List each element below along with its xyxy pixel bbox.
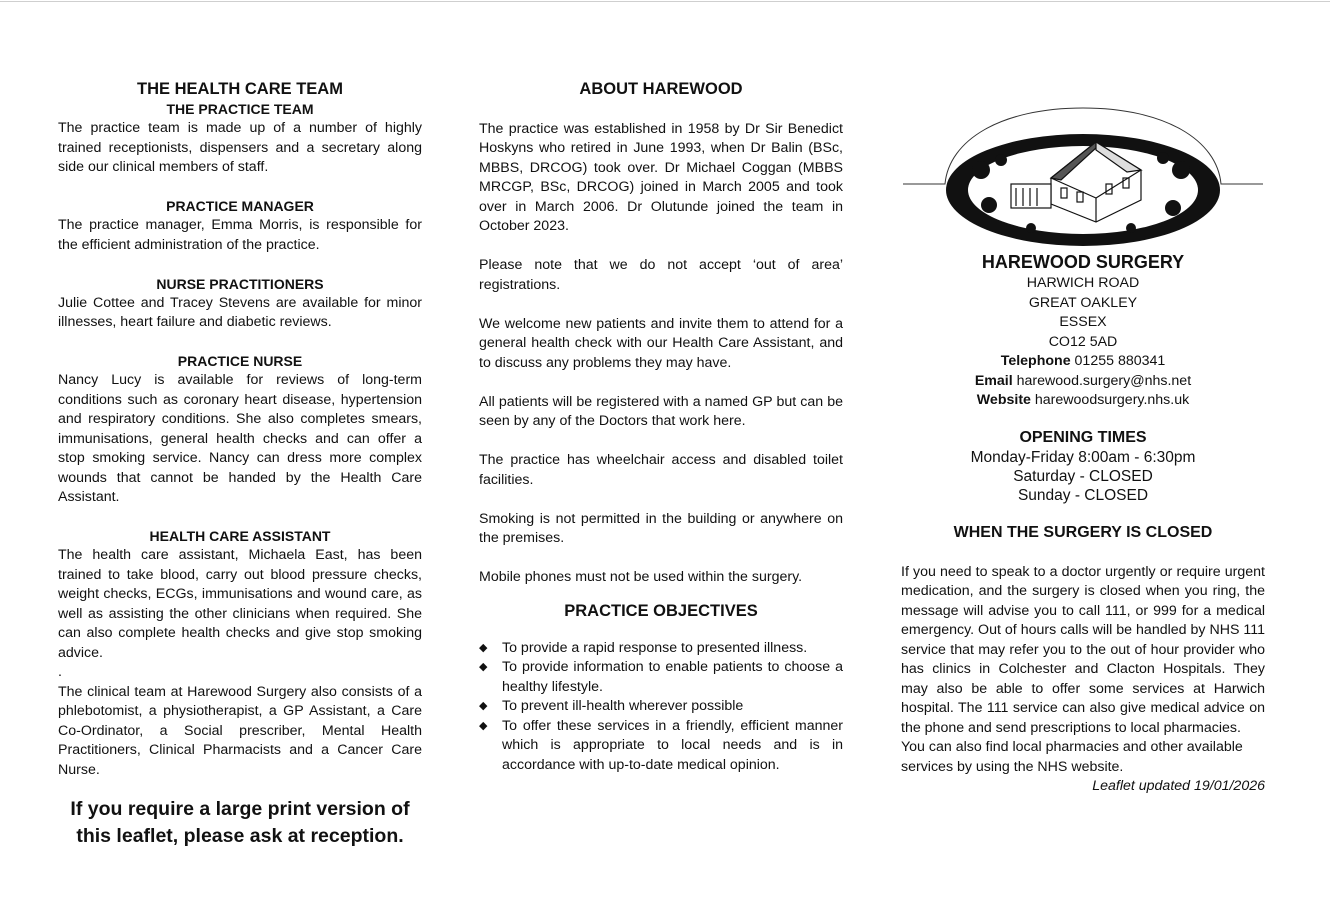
address-line: GREAT OAKLEY xyxy=(1028,294,1138,311)
opening-times-line: Monday-Friday 8:00am - 6:30pm xyxy=(970,448,1196,466)
surgery-name: HAREWOOD SURGERY xyxy=(981,252,1185,272)
separator-dot: . xyxy=(58,664,62,680)
about-harewood-title: ABOUT HAREWOOD xyxy=(579,80,743,98)
section-body: The practice team is made up of a number of highly trained receptionists, dispensers and a secretary along side our clinical members of staff. xyxy=(58,120,422,175)
about-paragraph: We welcome new patients and invite them to attend for a general health check with our Health Care Assistant, and to discuss any problems they may have. xyxy=(479,315,843,371)
section-body: The health care assistant, Michaela East, has been trained to take blood, carry out blood pressure checks, weight checks, ECGs, immunisations and wound care, as well as assisting the other clinicians when required. She can also complete health checks and give stop smoking advice. xyxy=(58,547,422,661)
section-heading: HEALTH CARE ASSISTANT xyxy=(149,528,331,544)
email-line: Email harewood.surgery@nhs.net xyxy=(974,372,1192,389)
objective-item: ◆ To provide information to enable patients to choose a healthy lifestyle. xyxy=(479,659,843,695)
section-heading: PRACTICE MANAGER xyxy=(166,198,314,214)
about-harewood-column xyxy=(479,78,843,775)
leaflet-updated-date: Leaflet updated 19/01/2026 xyxy=(1092,778,1265,794)
contact-column xyxy=(901,100,1265,797)
section-body: The practice manager, Emma Morris, is responsible for the efficient administration of the practice. xyxy=(58,217,422,253)
diamond-bullet-icon: ◆ xyxy=(479,661,488,673)
diamond-bullet-icon: ◆ xyxy=(479,700,488,712)
opening-times-line: Sunday - CLOSED xyxy=(1017,486,1149,504)
health-care-team-column xyxy=(58,78,422,850)
about-paragraph: Please note that we do not accept ‘out of area’ registrations. xyxy=(479,257,843,293)
section-heading: PRACTICE NURSE xyxy=(177,353,303,369)
website-line: Website harewoodsurgery.nhs.uk xyxy=(976,392,1190,408)
objectives-list xyxy=(479,639,843,776)
address-line: CO12 5AD xyxy=(1048,333,1118,350)
practice-objectives-title: PRACTICE OBJECTIVES xyxy=(564,601,758,620)
website-address: harewoodsurgery.nhs.uk xyxy=(1034,392,1190,408)
telephone-line: Telephone 01255 880341 xyxy=(1000,353,1166,369)
objective-item: ◆ To offer these services in a friendly, efficient manner which is appropriate to local needs and is in accordance with up-to-date medical opinion. xyxy=(479,717,843,773)
health-care-team-title: THE HEALTH CARE TEAM xyxy=(137,80,343,98)
section-heading: THE PRACTICE TEAM xyxy=(166,101,314,117)
clinical-team-text: The clinical team at Harewood Surgery also consists of a phlebotomist, a physiotherapist, a GP Assistant, a Care Co-Ordinator, a Social prescriber, Mental Health Practitioners, Clinical Pharmacists and a Cancer Care Nurse. xyxy=(58,683,422,778)
diamond-bullet-icon: ◆ xyxy=(479,719,488,732)
when-closed-body: If you need to speak to a doctor urgently or require urgent medication, and the surgery is closed when you ring, the message will advise you to call 111, or 999 for a medical emergency. Out of hours calls will be handled by NHS 111 service that may refer you to the out of hour provider who has clinics in Colchester and Clacton Hospitals. They may also be able to offer some services at Harwich hospital. The 111 service can also give medical advice on the phone and send prescriptions to local pharmacies. xyxy=(901,563,1265,736)
about-paragraph: The practice has wheelchair access and disabled toilet facilities. xyxy=(479,452,843,488)
address-line: ESSEX xyxy=(1059,314,1107,330)
section-body: Nancy Lucy is available for reviews of long-term conditions such as coronary heart disease, hypertension and respiratory conditions. She also completes smears, immunisations, general health checks and can offer a stop smoking service. Nancy can dress more complex wounds that cannot be handed by the Health Care Assistant. xyxy=(58,372,422,505)
opening-times-line: Saturday - CLOSED xyxy=(1013,467,1153,485)
opening-times-title: OPENING TIMES xyxy=(1019,428,1147,446)
page-top-border xyxy=(0,1,1330,2)
objective-item: ◆ To prevent ill-health wherever possible xyxy=(479,697,843,717)
section-body: Julie Cottee and Tracey Stevens are available for minor illnesses, heart failure and diabetic reviews. xyxy=(58,294,422,330)
about-paragraph: All patients will be registered with a named GP but can be seen by any of the Doctors that work here. xyxy=(479,393,843,429)
address-line: HARWICH ROAD xyxy=(1026,275,1140,291)
section-heading: NURSE PRACTITIONERS xyxy=(156,275,324,292)
when-closed-title: WHEN THE SURGERY IS CLOSED xyxy=(953,523,1213,541)
telephone-number: 01255 880341 xyxy=(1074,353,1166,369)
email-address: harewood.surgery@nhs.net xyxy=(1016,372,1192,389)
about-paragraph: Smoking is not permitted in the building or anywhere on the premises. xyxy=(479,510,843,546)
when-closed-body-2: You can also find local pharmacies and other available services by using the NHS website. xyxy=(901,739,1243,775)
diamond-bullet-icon: ◆ xyxy=(479,641,488,654)
about-paragraph: The practice was established in 1958 by Dr Sir Benedict Hoskyns who retired in June 1993, when Dr Balin (BSc, MBBS, DRCOG) took over. Dr Michael Coggan (MBBS MRCGP, BSc, DRCOG) joined in March 2005 and took over in March 2006. Dr Olutunde joined the team in October 2023. xyxy=(479,120,843,234)
objective-item: ◆ To provide a rapid response to presented illness. xyxy=(479,639,843,659)
large-print-notice: If you require a large print version of this leaflet, please ask at reception. xyxy=(70,798,410,847)
about-paragraph: Mobile phones must not be used within the surgery. xyxy=(479,569,803,585)
surgery-building-logo-icon xyxy=(901,100,1265,250)
